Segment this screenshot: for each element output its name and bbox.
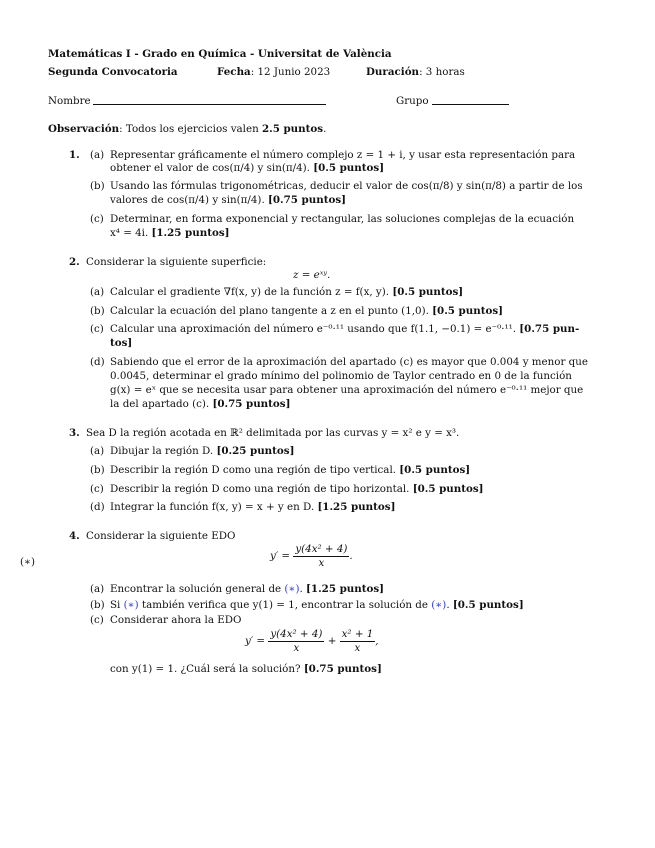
- ex1-c-line2: [110, 227, 230, 240]
- ex4-eq2-end: ,: [375, 635, 379, 647]
- duracion-value: : 3 horas: [419, 66, 465, 78]
- ex3-c-line: [110, 483, 484, 496]
- ex1-c-points: [1.25 puntos]: [151, 227, 230, 239]
- ex1-b-text: valores de cos(π/4) y sin(π/4).: [110, 194, 265, 206]
- ex2-c-points-cont: tos]: [110, 337, 133, 349]
- ex4-c-text: Considerar ahora la EDO: [110, 614, 242, 626]
- ex2-d-points: [0.75 puntos]: [212, 398, 291, 410]
- ex4-a-label: (a): [90, 583, 105, 595]
- ex2-intro: Considerar la siguiente superficie:: [86, 256, 267, 268]
- ex1-a-line2: [110, 162, 384, 175]
- ex4-eq2-lhs: y′ =: [245, 635, 266, 647]
- observacion-text: : Todos los ejercicios valen: [119, 123, 262, 135]
- ex3-intro: Sea D la región acotada en ℝ² delimitada por las curvas y = x² e y = x³.: [86, 427, 460, 439]
- ex2-number: 2.: [69, 256, 80, 268]
- ex3-d-points: [1.25 puntos]: [317, 501, 396, 513]
- duracion-label: Duración: [366, 66, 420, 78]
- ex4-eq-fraction: [293, 543, 349, 570]
- ex4-equation: [270, 543, 353, 570]
- ex2-a-points: [0.5 puntos]: [392, 286, 464, 298]
- observacion-points: 2.5 puntos: [261, 123, 324, 135]
- ex4-a-points: [1.25 puntos]: [306, 583, 385, 595]
- ex4-c-points: [0.75 puntos]: [303, 663, 382, 675]
- ex3-c-points: [0.5 puntos]: [412, 483, 484, 495]
- ex1-b-points: [0.75 puntos]: [268, 194, 347, 206]
- ex3-d-label: (d): [90, 501, 105, 513]
- ex3-b-points: [0.5 puntos]: [399, 464, 471, 476]
- ex4-eq-numerator: y(4x² + 4): [295, 543, 348, 555]
- ex1-c-text: x⁴ = 4i.: [110, 227, 149, 239]
- ex3-a-text: Dibujar la región D.: [110, 445, 214, 457]
- ex2-d-line1: Sabiendo que el error de la aproximación del apartado (c) es mayor que 0.004 y menor que: [110, 356, 588, 368]
- ex3-c-text: Describir la región D como una región de tipo horizontal.: [110, 483, 410, 495]
- ex4-b-line: [110, 599, 524, 612]
- ex1-c-label: (c): [90, 213, 104, 225]
- ex1-b-line1: Usando las fórmulas trigonométricas, deducir el valor de cos(π/8) y sin(π/8) a partir de los: [110, 180, 583, 192]
- ex4-a-text2: .: [299, 583, 303, 595]
- ex4-b-ref1[interactable]: (∗): [123, 599, 139, 611]
- ex2-b-label: (b): [90, 305, 105, 317]
- ex1-a-text: obtener el valor de cos(π/4) y sin(π/4).: [110, 162, 310, 174]
- observacion: [48, 123, 326, 136]
- ex4-b-text1: Si: [110, 599, 124, 611]
- ex4-intro: Considerar la siguiente EDO: [86, 530, 236, 542]
- ex3-a-label: (a): [90, 445, 105, 457]
- ex4-eq-end: .: [349, 550, 353, 562]
- ex4-b-ref2[interactable]: (∗): [431, 599, 447, 611]
- observacion-end: .: [323, 123, 327, 135]
- ex1-a-label: (a): [90, 149, 105, 161]
- ex4-eq2-denominator2: x: [354, 642, 361, 654]
- ex3-d-text: Integrar la función f(x, y) = x + y en D.: [110, 501, 315, 513]
- ex2-d-text: la del apartado (c).: [110, 398, 210, 410]
- ex2-d-line3: g(x) = eˣ que se necesita usar para obtener una aproximación del número e⁻⁰·¹¹ mejor que: [110, 384, 584, 396]
- ex3-a-line: [110, 445, 294, 458]
- ex3-a-points: [0.25 puntos]: [216, 445, 295, 457]
- ex4-eq-lhs: y′ =: [270, 550, 291, 562]
- ex4-eq2-numerator2: x² + 1: [341, 628, 374, 640]
- ex2-b-points: [0.5 puntos]: [432, 305, 503, 317]
- ex3-d-line: [110, 501, 395, 514]
- ex4-eq2-fraction1: [268, 628, 324, 655]
- duracion: [366, 66, 465, 79]
- ex4-b-points: [0.5 puntos]: [452, 599, 524, 611]
- ex2-b-text: Calcular la ecuación del plano tangente a z en el punto (1,0).: [110, 305, 429, 317]
- ex3-number: 3.: [69, 427, 80, 439]
- ex3-c-label: (c): [90, 483, 104, 495]
- ex4-star-label: (∗): [20, 556, 36, 568]
- ex1-b-label: (b): [90, 180, 105, 192]
- ex2-a-line: [110, 286, 463, 299]
- ex4-c-label: (c): [90, 614, 104, 626]
- ex4-eq2-denominator1: x: [293, 642, 300, 654]
- ex3-b-text: Describir la región D como una región de tipo vertical.: [110, 464, 397, 476]
- fecha: [217, 66, 330, 79]
- ex2-d-line4: [110, 398, 290, 411]
- ex1-b-line2: [110, 194, 346, 207]
- ex4-a-text1: Encontrar la solución general de: [110, 583, 285, 595]
- ex2-b-line: [110, 305, 503, 318]
- ex2-a-text: Calcular el gradiente ∇f(x, y) de la función z = f(x, y).: [110, 286, 390, 298]
- ex1-a-line1: Representar gráficamente el número complejo z = 1 + i, y usar esta representación para: [110, 149, 576, 161]
- ex2-d-line2: 0.0045, determinar el grado mínimo del polinomio de Taylor centrado en 0 de la función: [110, 370, 572, 382]
- ex4-c-final-text: con y(1) = 1. ¿Cuál será la solución?: [110, 663, 301, 675]
- grupo-label: Grupo: [396, 95, 429, 107]
- ex3-b-line: [110, 464, 470, 477]
- ex4-c-final: [110, 663, 382, 676]
- ex2-a-label: (a): [90, 286, 105, 298]
- ex3-b-label: (b): [90, 464, 105, 476]
- ex4-equation2: [245, 628, 379, 655]
- ex4-b-label: (b): [90, 599, 105, 611]
- ex4-eq2-plus: +: [327, 635, 337, 647]
- observacion-label: Observación: [48, 123, 120, 135]
- nombre-field[interactable]: [93, 104, 326, 105]
- exam-title: Matemáticas I - Grado en Química - Universitat de València: [48, 48, 392, 60]
- ex4-number: 4.: [69, 530, 80, 542]
- ex2-c-text: Calcular una aproximación del número e⁻⁰·¹¹ usando que f(1.1, −0.1) = e⁻⁰·¹¹.: [110, 323, 516, 335]
- ex4-b-text3: .: [446, 599, 450, 611]
- fecha-value: : 12 Junio 2023: [250, 66, 331, 78]
- fecha-label: Fecha: [217, 66, 251, 78]
- ex1-c-line1: Determinar, en forma exponencial y rectangular, las soluciones complejas de la ecuación: [110, 213, 575, 225]
- grupo-field[interactable]: [432, 104, 509, 105]
- ex4-a-ref[interactable]: (∗): [284, 583, 300, 595]
- ex2-c-line1: [110, 323, 579, 336]
- ex4-eq2-fraction2: [340, 628, 379, 655]
- ex2-c-label: (c): [90, 323, 104, 335]
- ex1-number: 1.: [69, 149, 80, 161]
- ex2-equation: z = eˣʸ.: [293, 269, 331, 281]
- ex4-eq2-numerator1: y(4x² + 4): [270, 628, 323, 640]
- ex4-eq-denominator: x: [318, 557, 325, 569]
- ex1-a-points: [0.5 puntos]: [313, 162, 385, 174]
- convocatoria: Segunda Convocatoria: [48, 66, 178, 78]
- ex2-c-points: [0.75 pun-: [519, 323, 580, 335]
- ex4-a-line: [110, 583, 384, 596]
- ex4-b-text2: también verifica que y(1) = 1, encontrar la solución de: [138, 599, 432, 611]
- ex2-d-label: (d): [90, 356, 105, 368]
- nombre-label: Nombre: [48, 95, 91, 107]
